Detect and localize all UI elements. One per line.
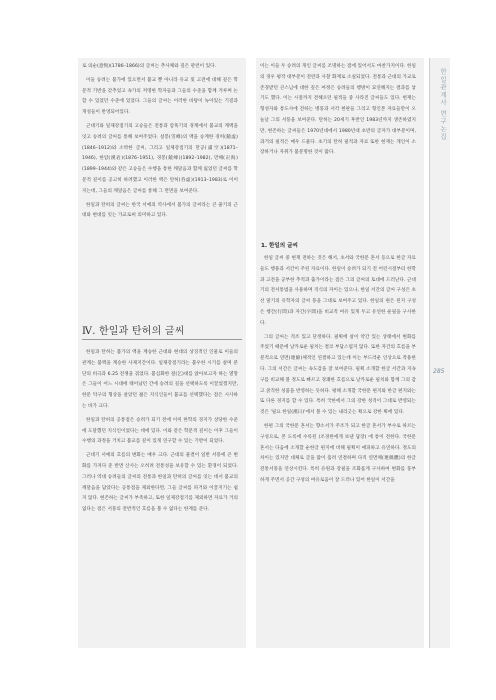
paragraph: 근대기와 일제강점기의 고승들은 전통과 암흑기의 경계에서 불교의 계맥을 잇고 승려의 글씨를 통해 보여주었다. 설봉(雪峰)의 맥을 승계한 경허(鏡虛)(1846–1912)와 소박한 글씨, 그리고 일제강점기의 만공(滿空)(1871–1946), 한암(漢岩)(1876–1951), 경봉(鏡峰)(1892–1982), 만해(卍海)(1899–1944)와 같은 고승들은 수행을 통한 깨달음과 함께 잃었던 글씨를 학문적 깊이를 공고히 하려했고 이러한 맥은 탄허(呑虛)(1913–1983)로 이어지는데, 그들의 깨달음은 글씨를 통해 그 면면을 보여준다. bbox=[82, 123, 238, 194]
paragraph: 한일 글씨 중 현재 전하는 것은 해서, 초서와 국한문 혼서 등으로 한글 자료들도 행용과 서간이 주된 자료이다. 한일이 승려가 되기 전 어린시절부터 한학과 고전을 공부한 추적과 출가이라는 점은 그의 글씨의 토대에 드러난다. 근대기의 전서통범을 사용하며 격식의 자이는 있으나, 한일 서간의 글씨 구성은 초선 말기의 유학자의 글씨 풍을 그대로 보여주고 있다. 한일의 편은 된지 구성은 행간(行間)과 자간(字間)을 비교적 여유 있게 두고 유연한 운필을 구사한다. bbox=[260, 256, 416, 326]
running-title: 한일관계사 연구논집 bbox=[439, 68, 447, 141]
paragraph: 한일과 탄허의 글씨는 한국 서예의 역사에서 불가의 글씨라는 큰 줄기의 근대와 현대를 잇는 가교로써 의미하고 있다. bbox=[82, 202, 238, 219]
margin-rule bbox=[429, 58, 430, 648]
left-top-text bbox=[82, 62, 238, 225]
paragraph: 근대기 서예의 흐름의 변화는 매우 크다. 근대의 물결이 일반 서풍에 큰 변화를 가져다 준 반면 산사는 오히려 전통성을 보유할 수 있는 환경이 되었다. 그러나 역대 승려들의 글씨의 전통과 한일과 탄허의 글씨를 잇는 데서 불교의 깨달음을 담았다는 공통점을 제외한다면, 그들 글씨를 파거와 이끌지기는 쉽지 않다. 현존하는 글씨가 부족하고, 또한 일제강점기를 제외하면 자료가 거의 없다는 점은 서풍의 전반적인 흐름을 볼 수 없다는 한계를 준다. bbox=[82, 453, 238, 513]
paragraph: 한일과 탄허는 불가의 맥을 계승한 근대와 현대의 상징적인 인물로 이들의 관계는 불맥을 계승한 사제지간이다. 일제강점기라는 불우한 시기를 살며 분단의 비극과 6.25 전쟁을 겪었다. 불심화한 걸(乞)대를 앉아보고자 하는 열망은 그들이 어느 시대에 태어났던 간에 승려의 길을 선택하도록 이끌었겠지만, 한문 탁구의 형상을 살았던 젊은 지식인들이 불교를 선택했다는 점은 시사하는 바가 크다. bbox=[82, 350, 238, 409]
paragraph: 한일과 탄허의 공통점은 승려가 되기 전에 이미 한학의 경지가 상당한 수준에 도달했던 지식인이었다는 데에 있다. 이와 같은 학문적 깊이는 이후 그들이 수행의 과정을 거치고 불교를 깊이 있게 연구할 수 있는 기반이 되었다. bbox=[82, 417, 238, 445]
section-heading: Ⅳ. 한일과 탄허의 글씨 bbox=[82, 322, 242, 340]
subheading: 1. 한일의 글씨 bbox=[261, 243, 298, 249]
paragraph: 이는 이들 두 승려의 개인 글씨를 조명하는 점에 있어서도 마찬가지이다. 한일의 경우 평작 대부분이 전란과 사찰 화재로 소실되었다. 전통과 근대의 가교로 존경받던 큰스님에 대한 깊은 여정은 승려들의 행방이 묘연해지는 결과를 낳기도 했다. 이는 시절까지 전해오던 필적들 중 사라진 글씨들도 있다. 현재는 형성자와 통도사에 전하는 병풍과 서각 현판들 그리고 형인본 자료들만이 오늘날 그의 서풍을 보여준다. 탄허는 20세기 후반인 1983년까지 생존하였지만, 현존하는 글씨들은 1970년대에서 1980년대 초반의 글자가 대부분이며, 과거의 필적은 매우 드물다. 초기의 탄허 필적과 자료 또한 현재는 개인이 소장하거나 자취가 불분명한 것이 많다. bbox=[260, 64, 416, 156]
right-bottom-text bbox=[260, 254, 416, 490]
paragraph: 그의 글씨는 격조 있고 단정하다. 필획에 살이 약간 있는 상태에서 변화를 주었기 때문에 날카로운 필치는 결코 부담스럽지 않다. 또한 자간의 흐름을 부분적으로 연면(連綿)체적인 연결하고 있는데 이는 부드러운 인상으로 작용한다. 그의 서간은 글씨는 속도감을 잘 보여준다. 필획 소개할 한글 서간과 지속구를 비교해 볼 정도로 빠르고 경쾌한 흐름으로 날카로운 필치와 함께 그의 감고 굵직한 성품을 반영하는 듯하다. 평해 소개할 국한문 편지와 한글 편지와는 또 다른 경지를 할 수 있다. 특히 국한에서 그의 강한 성격이 그대로 반영되는 것은 '필요 한일(漢日)'에서 볼 수 있는 내리긋는 획으로 강한 획에 있다. bbox=[260, 334, 416, 416]
page-number: 285 bbox=[433, 368, 445, 375]
right-top-text bbox=[260, 62, 416, 162]
paragraph: 이들 승려는 불가에 있으면서 불교 뿐 아니라 유교 및 고전에 대해 깊은 학문적 기반을 갖추었고 속가의 저명한 학자들과 그들의 수준을 함께 겨루며 논할 수 있었던 수준에 있었다. 그들의 글씨는 이러한 바탕이 녹아있는 기질과 개성들이 반영되어있다. bbox=[82, 77, 238, 116]
side-band bbox=[430, 58, 450, 648]
paragraph: 한편 그의 국한문 혼서는 향소서가 주조가 되고 한글 혼서가 부수로 따르는 구성으로, 본 도록에 수록된 (조경한에게 보낸 답장) 에 통이 전한다. 국한문 혼서는 다음에 소개할 순한글 편지에 비해 필획이 애피하고 유연하다. 정도의 차이는 있지만 대체로 글을 많이 흘려 연결하며 다직 연면체(連綿體)의 한글 전통서풍을 연상시킨다. 특히 유원과 강필을 조화롭게 구사하여 변화를 풍부하게 주면서 공간 구성의 여유로움이 잘 드러나 있어 한일이 서간을 bbox=[260, 423, 416, 483]
paragraph: 로 의순(意恂)(1786–1866)의 글씨는 추사체와 깊은 관련이 있다. bbox=[82, 64, 217, 69]
left-bottom-text bbox=[82, 348, 238, 519]
